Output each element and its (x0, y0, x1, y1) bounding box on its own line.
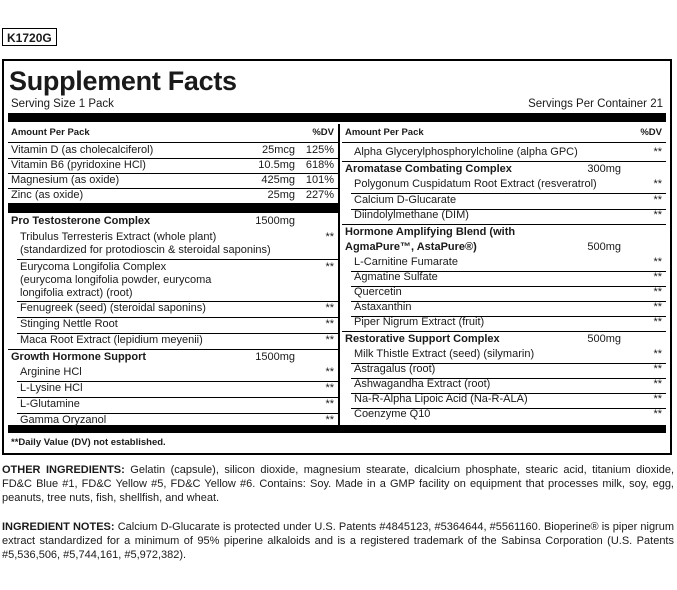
nutrient-name: Zinc (as oxide) (11, 189, 84, 201)
blend-name: Restorative Support Complex (345, 333, 500, 345)
ingredient-dv: ** (653, 363, 662, 375)
serving-size: Serving Size 1 Pack (11, 98, 114, 110)
ingredient-name-line3: longifolia extract) (root) (20, 287, 133, 299)
nutrient-amount: 25mcg (261, 144, 295, 156)
ingredient-name: Arginine HCl (20, 366, 82, 378)
nutrient-name: Vitamin B6 (pyridoxine HCl) (11, 159, 146, 171)
ingredient-dv: ** (653, 194, 662, 206)
nutrient-name: Magnesium (as oxide) (11, 174, 120, 186)
ingredient-name: Calcium D-Glucarate (354, 194, 457, 206)
section-rule (342, 224, 666, 225)
blend-amount: 1500mg (255, 215, 295, 227)
ingredient-dv: ** (653, 178, 662, 190)
other-ingredients (2, 463, 674, 505)
ingredient-notes (2, 520, 674, 562)
top-thick-rule (8, 113, 666, 122)
ingredient-dv: ** (325, 334, 334, 346)
ingredient-dv: ** (653, 348, 662, 360)
ingredient-notes-label: INGREDIENT NOTES: (2, 521, 115, 533)
blend-name: Growth Hormone Support (11, 351, 147, 363)
ingredient-name: Tribulus Terresteris Extract (whole plant) (20, 231, 217, 243)
blend-amount: 300mg (587, 163, 621, 175)
ingredient-name: Maca Root Extract (lepidium meyenii) (20, 334, 203, 346)
section-thick-rule (8, 203, 338, 213)
ingredient-row (8, 366, 338, 381)
ingredient-name: Quercetin (354, 286, 402, 298)
ingredient-name: Eurycoma Longifolia Complex (20, 261, 167, 273)
ingredient-row (342, 393, 666, 408)
nutrient-row (8, 144, 338, 159)
section-rule (342, 331, 666, 332)
header-amount-per-pack: Amount Per Pack (345, 127, 424, 138)
ingredient-name: Piper Nigrum Extract (fruit) (354, 316, 485, 328)
ingredient-name: L-Glutamine (20, 398, 80, 410)
ingredient-name: L-Carnitine Fumarate (354, 256, 458, 268)
ingredient-name: Ashwagandha Extract (root) (354, 378, 491, 390)
ingredient-name-line2: (eurycoma longifolia powder, eurycoma (20, 274, 212, 286)
ingredient-row (8, 334, 338, 349)
panel-title: Supplement Facts (9, 66, 237, 96)
ingredient-dv: ** (653, 378, 662, 390)
header-dv: %DV (312, 127, 334, 138)
ingredient-row (8, 318, 338, 333)
ingredient-name: Agmatine Sulfate (354, 271, 438, 283)
nutrient-row (8, 174, 338, 189)
header-dv: %DV (640, 127, 662, 138)
blend-name: Hormone Amplifying Blend (with (345, 226, 516, 238)
dv-footnote: **Daily Value (DV) not established. (11, 437, 166, 448)
ingredient-row (8, 414, 338, 429)
header-rule (8, 142, 338, 143)
ingredient-row (342, 146, 666, 161)
ingredient-dv: ** (325, 366, 334, 378)
ingredient-row (342, 348, 666, 363)
ingredient-row (8, 302, 338, 317)
blend-row (342, 226, 666, 256)
ingredient-dv: ** (325, 261, 334, 273)
product-code: K1720G (2, 28, 57, 46)
blend-name-line2: AgmaPure™, AstaPure®) (345, 241, 477, 253)
blend-row (8, 351, 338, 366)
ingredient-row (342, 378, 666, 393)
ingredient-row (8, 231, 338, 259)
ingredient-dv: ** (653, 408, 662, 420)
ingredient-row (342, 271, 666, 286)
blend-amount: 500mg (587, 333, 621, 345)
left-header-row (8, 126, 338, 140)
blend-row (342, 163, 666, 178)
ingredient-name: Astaxanthin (354, 301, 412, 313)
ingredient-name: Coenzyme Q10 (354, 408, 431, 420)
ingredient-row (342, 256, 666, 271)
right-header-row (342, 126, 666, 140)
row-rule (17, 259, 338, 260)
ingredient-row (8, 382, 338, 397)
ingredient-row (342, 316, 666, 331)
ingredient-dv: ** (325, 318, 334, 330)
ingredient-name: Astragalus (root) (354, 363, 436, 375)
right-column (342, 124, 666, 430)
ingredient-name: L-Lysine HCl (20, 382, 83, 394)
ingredient-notes-text: Calcium D-Glucarate is protected under U.S. Patents #4845123, #5364644, #5561160. Bioperine® is piper nigrum extract standardized for a minimum of 95% piperine alkaloids and is a registered trademark of the Sabinsa Corporation (U.S. Patents #5,536,506, #5,744,161, #5,972,382). (2, 521, 675, 561)
ingredient-row (342, 286, 666, 301)
ingredient-dv: ** (653, 271, 662, 283)
ingredient-dv: ** (325, 414, 334, 426)
ingredient-row (342, 194, 666, 209)
ingredient-dv: ** (325, 231, 334, 243)
blend-row (342, 333, 666, 348)
ingredient-name: Gamma Oryzanol (20, 414, 107, 426)
ingredient-row (342, 301, 666, 316)
ingredient-dv: ** (653, 286, 662, 298)
ingredient-dv: ** (653, 209, 662, 221)
blend-name: Pro Testosterone Complex (11, 215, 151, 227)
other-ingredients-text: Gelatin (capsule), silicon dioxide, magnesium stearate, dicalcium phosphate, stearic acid, titanium dioxide, FD&C Blue #1, FD&C Yellow #5, FD&C Yellow #6. Contains: Soy. Made in a GMP facility on equipment that processes milk, soy, egg, peanuts, tree nuts, fish, shellfish, and wheat. (2, 464, 674, 504)
ingredient-dv: ** (653, 301, 662, 313)
ingredient-dv: ** (325, 398, 334, 410)
ingredient-row (342, 408, 666, 423)
header-rule (342, 142, 666, 143)
nutrient-amount: 10.5mg (258, 159, 295, 171)
ingredient-name-line2: (standardized for protodioscin & steroidal saponins) (20, 244, 271, 256)
nutrient-amount: 25mg (267, 189, 295, 201)
section-rule (342, 161, 666, 162)
ingredient-row (8, 398, 338, 413)
servings-per-container: Servings Per Container 21 (528, 98, 663, 110)
other-ingredients-label: OTHER INGREDIENTS: (2, 464, 125, 476)
blend-row (8, 215, 338, 230)
blend-amount: 1500mg (255, 351, 295, 363)
blend-amount: 500mg (587, 241, 621, 253)
ingredient-dv: ** (653, 146, 662, 158)
ingredient-dv: ** (653, 316, 662, 328)
ingredient-row (342, 363, 666, 378)
nutrient-amount: 425mg (261, 174, 295, 186)
blend-name: Aromatase Combating Complex (345, 163, 512, 175)
nutrient-name: Vitamin D (as cholecalciferol) (11, 144, 154, 156)
ingredient-name: Milk Thistle Extract (seed) (silymarin) (354, 348, 535, 360)
ingredient-name: Diindolylmethane (DIM) (354, 209, 469, 221)
ingredient-dv: ** (325, 382, 334, 394)
ingredient-name: Na-R-Alpha Lipoic Acid (Na-R-ALA) (354, 393, 528, 405)
header-amount-per-pack: Amount Per Pack (11, 127, 90, 138)
nutrient-dv: 618% (305, 159, 334, 171)
ingredient-row (342, 178, 666, 193)
ingredient-name: Stinging Nettle Root (20, 318, 118, 330)
nutrient-row (8, 189, 338, 203)
ingredient-dv: ** (325, 302, 334, 314)
nutrient-dv: 125% (305, 144, 334, 156)
nutrient-row (8, 159, 338, 174)
ingredient-name: Alpha Glycerylphosphorylcholine (alpha GPC) (354, 146, 578, 158)
ingredient-dv: ** (653, 393, 662, 405)
nutrient-dv: 227% (305, 189, 334, 201)
section-rule (8, 349, 338, 350)
ingredient-name: Fenugreek (seed) (steroidal saponins) (20, 302, 206, 314)
column-divider (338, 124, 340, 430)
ingredient-dv: ** (653, 256, 662, 268)
left-column (8, 124, 338, 430)
ingredient-row (8, 261, 338, 301)
nutrient-dv: 101% (305, 174, 334, 186)
ingredient-name: Polygonum Cuspidatum Root Extract (resveratrol) (354, 178, 597, 190)
ingredient-row (342, 209, 666, 224)
